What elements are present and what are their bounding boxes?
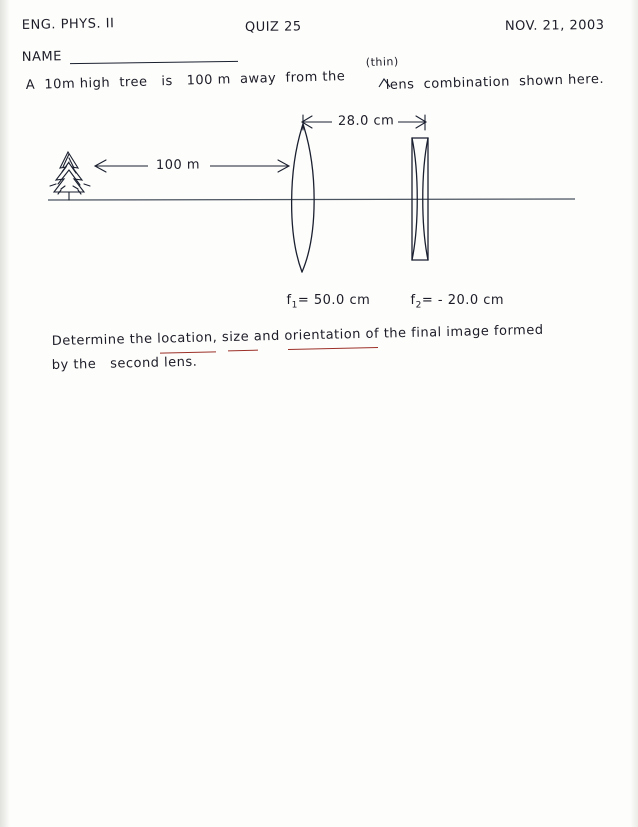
- distance-label: 100 m: [155, 157, 201, 173]
- lens2-focal-symbol: f: [410, 293, 416, 308]
- lens2-focal-label: [392, 278, 504, 326]
- underline-location: [160, 351, 216, 353]
- optical-axis: [48, 199, 575, 200]
- tree-icon: [50, 152, 90, 200]
- underline-size: [228, 350, 258, 352]
- course-title: ENG. PHYS. II: [21, 16, 115, 33]
- lens1-focal-symbol: f: [286, 293, 292, 308]
- problem-statement-line-1-cont: lens combination shown here.: [385, 71, 605, 93]
- quiz-number: QUIZ 25: [244, 19, 302, 35]
- lens1-focal-subscript: 1: [291, 300, 298, 311]
- name-blank-line[interactable]: [70, 61, 238, 64]
- lens1-focal-value: = 50.0 cm: [297, 293, 371, 308]
- problem-statement-line-1: A 10m high tree is 100 m away from the: [25, 69, 346, 93]
- thin-insert-note: (thin): [365, 55, 399, 69]
- question-line-1: Determine the location, size and orientation of the final image formed: [51, 322, 544, 349]
- quiz-date: NOV. 21, 2003: [504, 17, 605, 34]
- lens2-focal-value: = - 20.0 cm: [421, 293, 505, 308]
- lens2-focal-subscript: 2: [415, 300, 422, 311]
- separation-label: 28.0 cm: [337, 113, 395, 129]
- lens1-focal-label: [268, 278, 370, 326]
- name-label: NAME: [21, 49, 63, 65]
- question-line-2: by the second lens.: [51, 354, 198, 373]
- converging-lens: [292, 124, 315, 272]
- underline-orientation: [288, 347, 378, 350]
